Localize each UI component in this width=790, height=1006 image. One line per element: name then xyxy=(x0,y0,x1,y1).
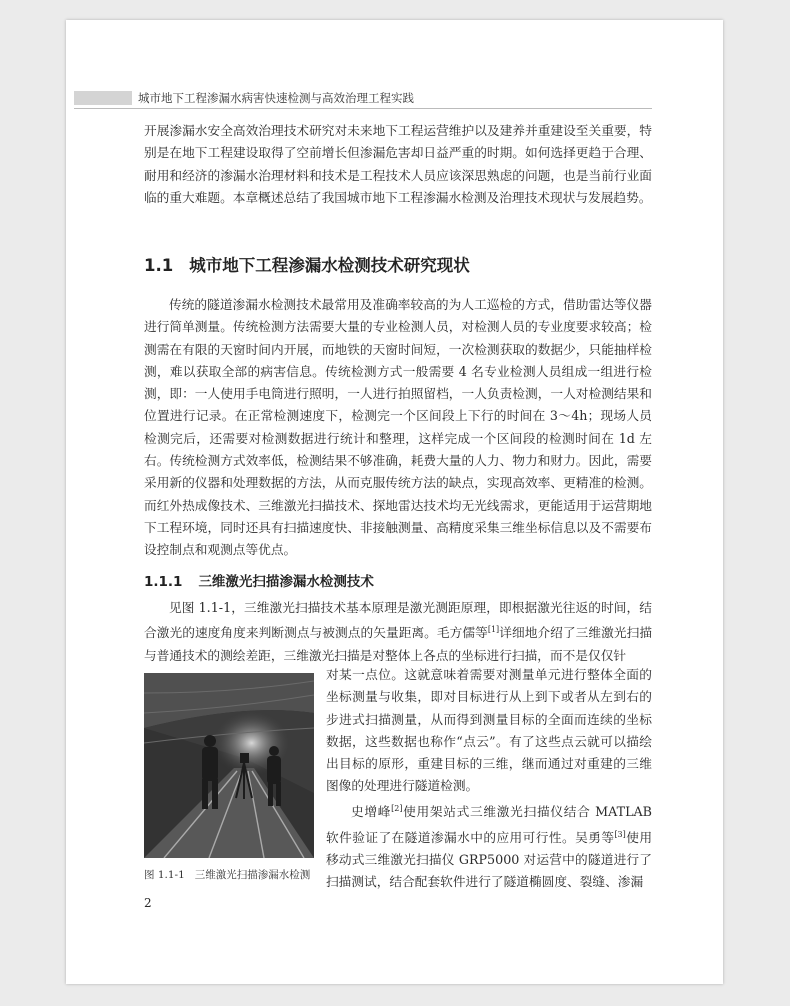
subsection-heading xyxy=(144,570,374,590)
sub-text-2: 详细地介绍了三维激光扫描与普通技术的测绘差距，三维激光扫描是对整体上各点的坐标进行扫描，而不是仅仅针 xyxy=(144,625,653,663)
subsection-paragraph xyxy=(144,597,652,667)
header-rule xyxy=(74,108,652,109)
side2-text-2: 使用架站式三维激光扫描仪结合 MATLAB 软件验证了在隧道渗漏水中的应用可行性。吴勇等 xyxy=(326,804,653,845)
running-header-text: 城市地下工程渗漏水病害快速检测与高效治理工程实践 xyxy=(138,91,414,105)
intro-paragraph: 开展渗漏水安全高效治理技术研究对未来地下工程运营维护以及建养并重建设至关重要，特别是在地下工程建设取得了空前增长但渗漏危害却日益严重的时期。如何选择更趋于合理、耐用和经济的渗漏水治理材料和技术是工程技术人员应该深思熟虑的问题，也是当前行业面临的重大难题。本章概述总结了我国城市地下工程渗漏水检测及治理技术现状与发展趋势。 xyxy=(144,123,652,205)
citation-1[interactable]: [1] xyxy=(487,625,500,635)
citation-2[interactable]: [2] xyxy=(391,804,403,813)
section-heading xyxy=(144,252,470,276)
section-title: 城市地下工程渗漏水检测技术研究现状 xyxy=(189,256,470,275)
figure-number: 图 1.1-1 xyxy=(144,869,185,881)
figure-caption-text: 三维激光扫描渗漏水检测 xyxy=(194,869,311,881)
figure-caption xyxy=(144,867,310,882)
subsection-title: 三维激光扫描渗漏水检测技术 xyxy=(198,574,374,590)
citation-3[interactable]: [3] xyxy=(614,829,626,839)
page-number: 2 xyxy=(144,896,152,910)
side2-text-1: 史增峰 xyxy=(351,804,392,820)
tunnel-photo xyxy=(144,673,314,858)
side-paragraph-1: 对某一点位。这就意味着需要对测量单元进行整体全面的坐标测量与收集，即对目标进行从上到下或者从左到右的步进式扫描测量，从而得到测量目标的全面而连续的坐标数据，这些数据也称作“点云”。有了这些点云就可以描绘出目标的原形，重建目标的三维，继而通过对重建的三维图像的处理进行隧道检测。 xyxy=(326,667,652,794)
header-bar-decoration xyxy=(74,91,132,105)
book-page xyxy=(66,20,723,984)
sub-text-1: 见图 1.1-1，三维激光扫描技术基本原理是激光测距原理，即根据激光往返的时间，结合激光的速度角度来判断测点与被测点的矢量距离。毛方儒等 xyxy=(144,600,652,641)
section-paragraph: 传统的隧道渗漏水检测技术最常用及准确率较高的为人工巡检的方式，借助雷达等仪器进行简单测量。传统检测方法需要大量的专业检测人员，对检测人员的专业度要求较高；检测需在有限的天窗时间内开展，而地铁的天窗时间短，一次检测获取的数据少，只能抽样检测，难以获取全部的病害信息。传统检测方式一般需要 4 名专业检测人员组成一组进行检测，即：一人使用手电筒进行照明，一人进行拍照留档，一人负责检测，一人对检测结果和位置进行记录。在正常检测速度下，检测完一个区间段上下行的时间在 3～4h；现场人员检测完后，还需要对检测数据进行统计和整理，这样完成一个区间段的检测时间在 1d 左右。传统检测方式效率低，检测结果不够准确，耗费大量的人力、物力和财力。因此，需要采用新的仪器和处理数据的方法，从而克服传统方法的缺点，实现高效率、更精准的检测。而红外热成像技术、三维激光扫描技术、探地雷达技术均无光线需求，更能适用于运营期地下工程环境，同时还具有扫描速度快、非接触测量、高精度采集三维坐标信息以及不需要布设控制点和观测点等优点。 xyxy=(144,297,652,558)
side2-text-3: 使用移动式三维激光扫描仪 GRP5000 对运营中的隧道进行了扫描测试，结合配套软件进行了隧道椭圆度、裂缝、渗漏 xyxy=(326,829,653,890)
running-header xyxy=(74,90,654,108)
tunnel-photo-illustration xyxy=(144,673,314,858)
side-paragraph-2 xyxy=(326,798,652,894)
subsection-number: 1.1.1 xyxy=(144,574,183,590)
section-number: 1.1 xyxy=(144,256,174,275)
